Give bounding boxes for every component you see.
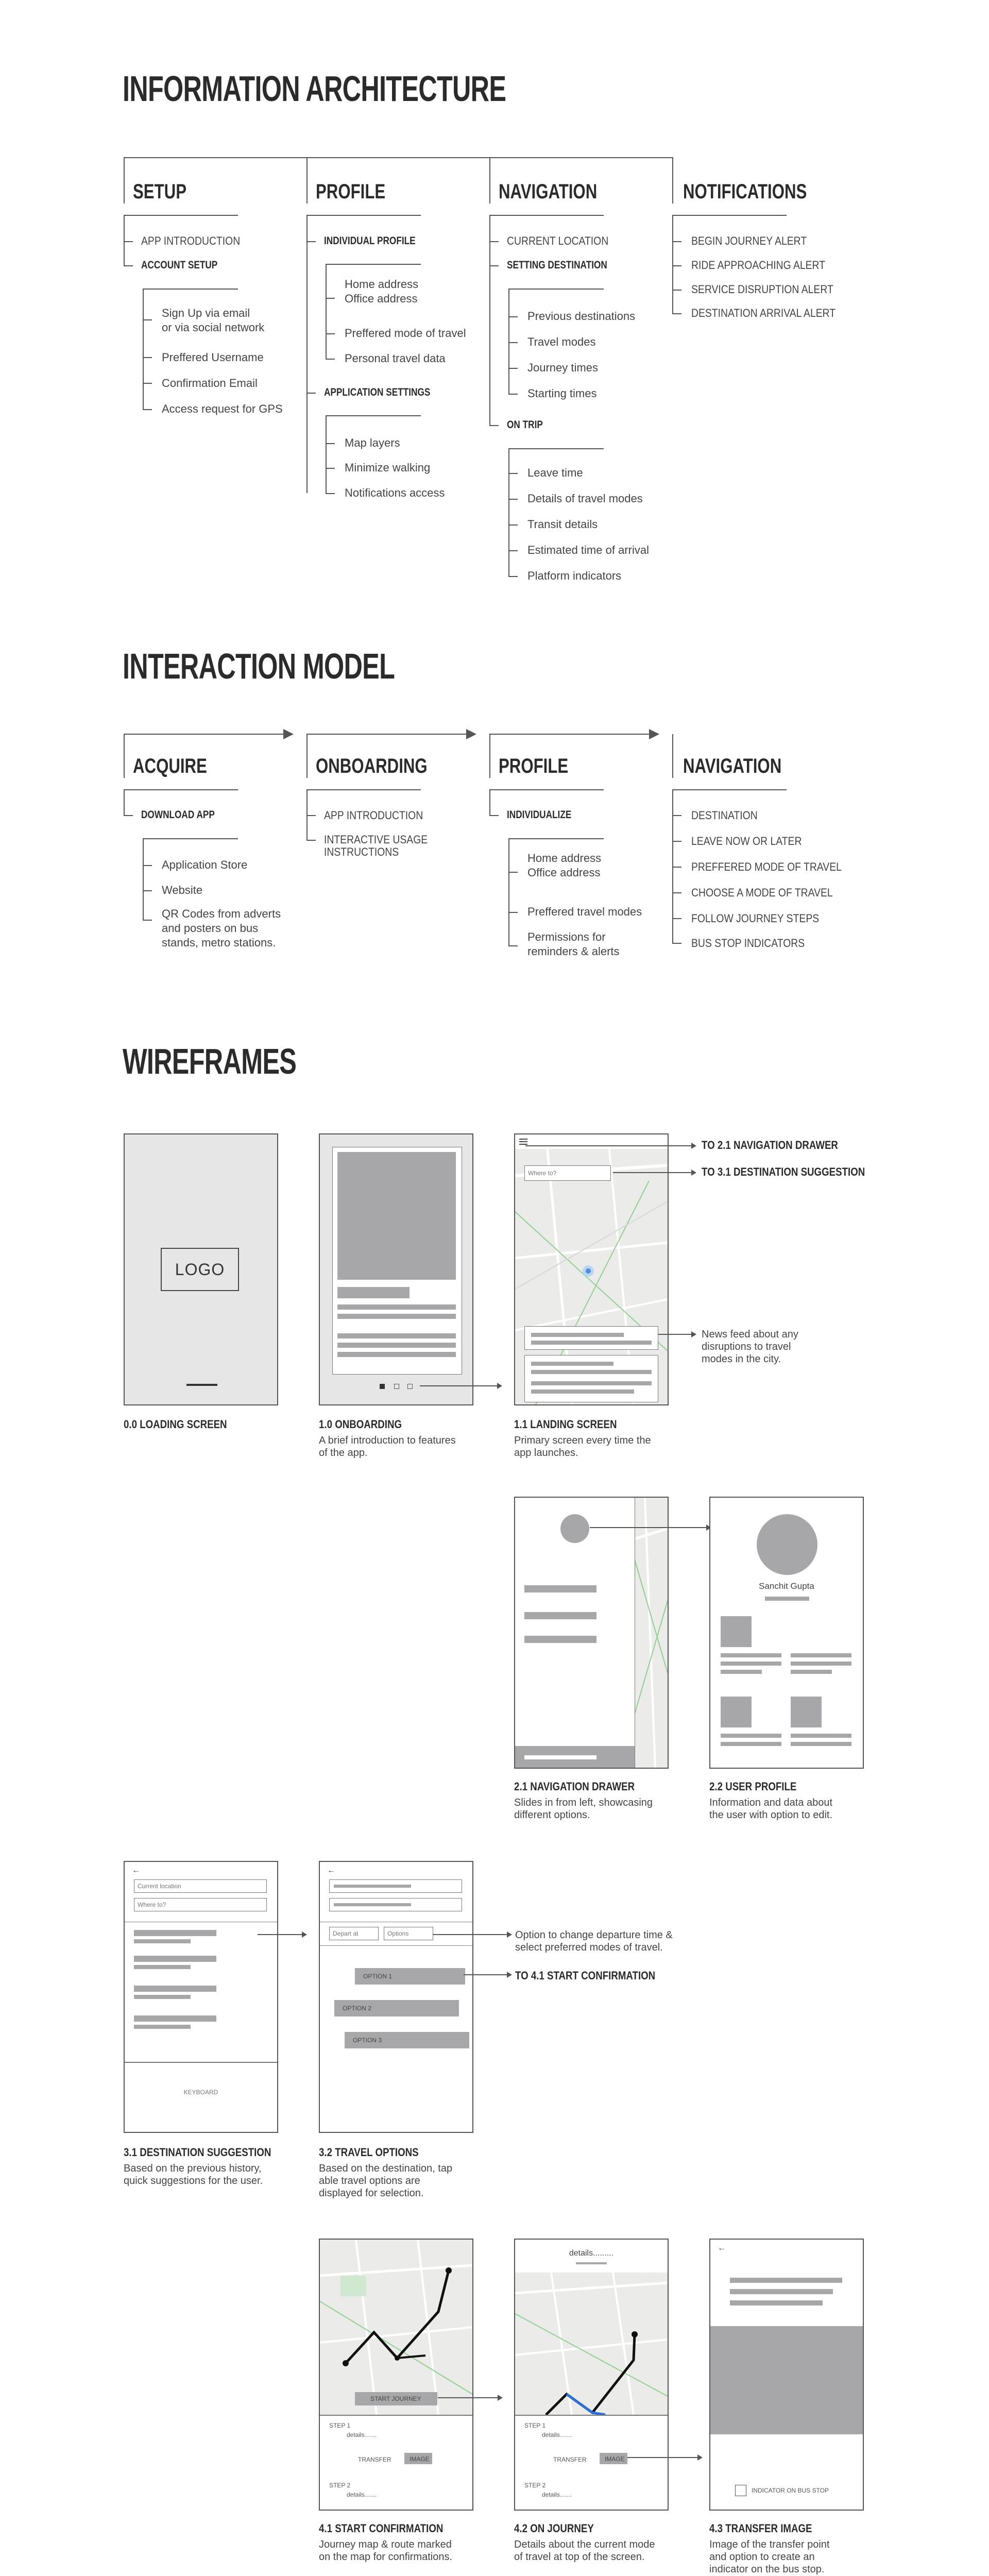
wf-options-option-1-text: OPTION 1 [363,1973,393,1980]
ia-profile-ind-branch [326,264,327,360]
wf-drawer-desc: Slides in from left, showcasing different options. [514,1797,653,1821]
ia-setup-tick-5 [143,383,152,384]
wf-landing-note-dest: TO 3.1 DESTINATION SUGGESTION [702,1165,865,1178]
wf-dest-suggestion[interactable] [134,1956,216,1962]
ia-notif-title: NOTIFICATIONS [683,180,807,203]
wf-journey-arrow [627,2452,705,2463]
ia-nav-tick-9 [508,499,518,500]
ia-nav-item: Leave time [527,466,583,479]
wf-options-to-line [334,1903,411,1906]
wf-options-note: Option to change departure time & select preferred modes of travel. [515,1929,673,1953]
wf-journey-details-top: details......... [569,2249,614,2258]
ia-notif-branch-line [672,215,673,314]
wf-loading-phone [124,1133,278,1405]
wf-dest-where-text: Where to? [138,1901,166,1908]
wf-dest-current-input[interactable] [134,1879,267,1893]
wf-onb-line [337,1333,456,1338]
ia-profile-set-branch [326,415,327,494]
ia-notif-item: RIDE APPROACHING ALERT [691,259,825,272]
im-nav-item: LEAVE NOW OR LATER [691,835,802,848]
wf-profile-line [721,1670,762,1674]
wf-profile-tile[interactable] [791,1697,822,1727]
wf-transfer-image [710,2326,863,2434]
wf-start-details-2: details....... [347,2491,377,2498]
wf-profile-phone [709,1497,864,1769]
im-prof-item: Permissions for reminders & alerts [527,930,620,958]
wf-dest-suggestion-sub [134,1995,191,1999]
wf-landing-news-line [531,1381,652,1385]
im-prof-item: Preffered travel modes [527,905,642,918]
im-prof-tick-4 [508,945,518,946]
wf-transfer-indicator: INDICATOR ON BUS STOP [752,2487,829,2494]
ia-profile-left-line [306,157,308,204]
wf-landing-caption: 1.1 LANDING SCREEN [514,1418,617,1431]
wf-landing-desc: Primary screen every time the app launches. [514,1435,651,1459]
wf-start-transfer: TRANSFER [358,2456,391,2463]
ia-profile-under-line [306,215,421,216]
ia-nav-under-line [489,215,604,216]
ia-notif-under-line [672,215,787,216]
im-nav-tick-6 [672,943,681,944]
wf-drawer-footer-line [524,1755,596,1759]
wf-profile-line [791,1670,832,1674]
ia-nav-item: Starting times [527,387,597,400]
wf-transfer-desc: Image of the transfer point and option to create an indicator on the bus stop. [709,2539,830,2575]
im-onb-tick-2 [306,840,316,841]
wf-journey-top-line [576,2262,607,2264]
ia-nav-tick-1 [489,241,499,242]
wf-transfer-caption: 4.3 TRANSFER IMAGE [709,2522,812,2535]
im-acquire-branch [124,789,125,816]
ia-nav-tick-12 [508,576,518,577]
ia-setup-tick-2 [124,265,133,266]
ia-nav-on-trip: ON TRIP [507,419,543,431]
wf-options-options[interactable] [384,1927,433,1940]
ia-notif-tick-3 [672,290,681,291]
wf-options-back-icon[interactable]: ← [327,1866,335,1875]
wf-profile-line [721,1742,781,1746]
im-nav-item: BUS STOP INDICATORS [691,937,805,950]
ia-nav-tick-5 [508,342,518,343]
wf-profile-line [791,1742,851,1746]
wf-start-map-roads [320,2240,472,2415]
im-acquire-under-line [124,789,238,790]
ia-nav-tick-7 [508,394,518,395]
wf-dest-suggestion[interactable] [134,1930,216,1936]
wf-start-step-2: STEP 2 [329,2482,351,2489]
wf-start-image-text: IMAGE [410,2455,430,2463]
wf-journey-transfer: TRANSFER [553,2456,587,2463]
wf-start-journey-text: START JOURNEY [370,2395,421,2402]
wf-dest-suggestion-sub [134,1965,191,1969]
ia-notif-tick-1 [672,241,681,242]
wf-start-journey-btn[interactable] [355,2392,437,2405]
wf-onb-dot[interactable] [394,1384,399,1389]
ia-profile-set-line [326,415,421,416]
wf-start-details-1: details....... [347,2431,377,2438]
im-nav-under-line [672,789,787,790]
wf-journey-step-1: STEP 1 [524,2422,546,2429]
im-onb-item: APP INTRODUCTION [324,809,423,822]
ia-nav-item: Estimated time of arrival [527,544,649,556]
ia-nav-tick-6 [508,368,518,369]
wf-options-arrows [433,1929,515,1981]
im-acquire-tick-2 [143,865,152,866]
im-acquire-title: ACQUIRE [133,755,207,777]
ia-profile-top-line [306,157,489,158]
im-acquire-dl-branch [143,838,144,921]
wf-dest-suggestion-sub [134,2025,191,2029]
wf-journey-divider [515,2415,668,2416]
wf-transfer-line [730,2278,842,2283]
wf-journey-map [515,2273,668,2415]
wf-landing-where-to-text: Where to? [528,1170,557,1177]
wf-start-map [320,2240,472,2415]
wf-journey-caption: 4.2 ON JOURNEY [514,2522,594,2535]
wf-options-depart-text: Depart at [333,1930,359,1937]
im-onb-tick-1 [306,815,316,816]
ia-profile-item: Personal travel data [345,352,446,365]
wf-dest-desc: Based on the previous history, quick suggestions for the user. [124,2163,263,2187]
wf-drawer-phone [514,1497,669,1769]
wf-loading-caption: 0.0 LOADING SCREEN [124,1418,227,1431]
wf-profile-line [765,1597,809,1601]
wf-drawer-map-roads [635,1498,668,1768]
wf-options-desc: Based on the destination, tap able travel options are displayed for selection. [319,2163,453,2199]
im-prof-tick-3 [508,912,518,913]
wf-profile-tile[interactable] [721,1616,752,1647]
im-nav-left-line [672,734,673,778]
wf-transfer-back-icon[interactable]: ← [718,2244,726,2252]
ia-profile-branch-line [306,215,308,493]
im-acquire-tick-1 [124,815,133,816]
ia-setup-app-intro: APP INTRODUCTION [141,234,241,247]
ia-profile-tick-5 [326,359,335,360]
wf-journey-details-1: details....... [542,2431,572,2438]
im-acquire-dl-line [143,838,238,839]
wf-drawer-map [635,1498,668,1768]
wf-dest-kb-divider [125,2062,277,2063]
wf-options-caption: 3.2 TRAVEL OPTIONS [319,2146,419,2159]
wf-options-to[interactable] [329,1898,462,1911]
ia-nav-left-line [489,157,490,204]
wf-options-options-text: Options [387,1930,409,1937]
ia-nav-tick-4 [508,316,518,317]
wf-drawer-arrow [590,1522,713,1533]
im-nav-item: FOLLOW JOURNEY STEPS [691,912,820,925]
wf-landing-news-line [531,1389,634,1394]
ia-nav-item: Transit details [527,518,598,531]
wf-onb-dot-active[interactable] [380,1384,385,1389]
wf-loading-logo: LOGO [161,1248,239,1291]
wf-dest-suggestion-sub [134,1939,191,1943]
ia-notif-left-line [672,157,673,204]
wf-onb-line [337,1287,410,1298]
wf-dest-where-input[interactable] [134,1898,267,1911]
ia-profile-item: Home address Office address [345,278,419,305]
wf-options-option-3-text: OPTION 3 [353,2037,382,2044]
im-nav-item: CHOOSE A MODE OF TRAVEL [691,886,833,899]
wf-journey-details-2: details....... [542,2491,572,2498]
wf-profile-caption: 2.2 USER PROFILE [709,1780,797,1793]
wf-drawer-caption: 2.1 NAVIGATION DRAWER [514,1780,635,1793]
ia-notif-item: DESTINATION ARRIVAL ALERT [691,307,836,319]
ia-nav-dest-line [508,289,604,290]
wf-start-divider [320,2415,472,2416]
ia-setup-account: ACCOUNT SETUP [141,259,218,271]
ia-notif-item: BEGIN JOURNEY ALERT [691,234,807,247]
wf-loading-bar [186,1384,217,1386]
ia-nav-current: CURRENT LOCATION [507,234,609,247]
wf-dest-arrow [258,1929,309,1940]
wf-dest-keyboard[interactable]: KEYBOARD [183,2089,218,2096]
wf-drawer-item[interactable] [524,1636,596,1643]
ia-nav-trip-branch [508,448,509,577]
ia-nav-item: Previous destinations [527,310,636,323]
ia-profile-tick-8 [326,493,335,494]
ia-nav-item: Details of travel modes [527,492,643,505]
ia-nav-trip-line [508,448,604,449]
im-acquire-download: DOWNLOAD APP [141,809,215,821]
wf-journey-image-text: IMAGE [605,2455,625,2463]
ia-profile-item: Preffered mode of travel [345,327,466,340]
wf-dest-current-text: Current location [138,1883,181,1890]
im-acquire-item: QR Codes from adverts and posters on bus stands, metro stations. [162,907,281,949]
im-prof-branch [489,789,490,816]
im-prof-tick-1 [489,815,499,816]
wf-landing-news-card-2[interactable] [524,1355,658,1402]
wf-profile-line [791,1653,851,1657]
wf-transfer-checkbox[interactable] [735,2485,746,2496]
wf-options-option-2[interactable] [334,2000,459,2016]
wf-dest-suggestion[interactable] [134,2015,216,2022]
im-acquire-left-line [124,734,125,778]
im-nav-tick-2 [672,841,681,842]
wf-start-desc: Journey map & route marked on the map for confirmations. [319,2539,453,2563]
ia-profile-tick-7 [326,468,335,469]
ia-profile-ind-line [326,264,421,265]
ia-profile-tick-2 [306,393,316,394]
wf-dest-suggestion[interactable] [134,1986,216,1992]
wf-onb-line [337,1314,456,1319]
wf-profile-line [791,1734,851,1738]
im-acquire-item: Application Store [162,858,248,871]
im-onb-left-line [306,734,308,778]
ia-nav-branch-line [489,215,490,426]
wf-drawer-avatar[interactable] [560,1514,589,1543]
ia-notif-item: SERVICE DISRUPTION ALERT [691,283,833,296]
ia-setup-tick-4 [143,357,152,358]
wf-start-step-1: STEP 1 [329,2422,351,2429]
wf-dest-caption: 3.1 DESTINATION SUGGESTION [124,2146,271,2159]
im-nav-tick-5 [672,918,681,919]
im-prof-under-line [489,789,604,790]
wf-start-caption: 4.1 START CONFIRMATION [319,2522,444,2535]
wf-dest-back-icon[interactable]: ← [132,1866,140,1875]
im-onb-title: ONBOARDING [316,755,428,777]
ia-profile-title: PROFILE [316,180,386,203]
wf-profile-line [791,1662,851,1666]
wf-landing-news-line [531,1370,652,1374]
im-prof-item: Home address Office address [527,852,602,879]
im-acquire-item: Website [162,884,203,896]
im-prof-ind-line [508,838,604,839]
ia-setup-tick-6 [143,409,152,410]
ia-nav-top-line [489,157,672,158]
ia-profile-item: Minimize walking [345,461,431,474]
wf-landing-arrows [525,1139,701,1345]
ia-nav-dest-branch [508,289,509,395]
ia-profile-item: Map layers [345,436,400,449]
ia-profile-tick-4 [326,333,335,334]
im-onb-item: INTERACTIVE USAGE INSTRUCTIONS [324,833,428,858]
im-nav-item: DESTINATION [691,809,758,822]
ia-title: INFORMATION ARCHITECTURE [123,69,506,109]
ia-profile-settings: APPLICATION SETTINGS [324,386,431,398]
wf-onboarding-desc: A brief introduction to features of the app. [319,1435,456,1459]
ia-setup-under-line [124,215,238,216]
im-flow-arrows [123,727,674,743]
ia-profile-item: Notifications access [345,486,445,499]
im-nav-item: PREFFERED MODE OF TRAVEL [691,860,842,873]
wf-transfer-line [730,2300,823,2306]
ia-nav-tick-3 [489,425,499,426]
im-nav-tick-4 [672,892,681,893]
ia-setup-top-line [124,157,306,158]
ia-profile-tick-3 [326,298,335,299]
wf-options-from-line [334,1885,411,1888]
ia-profile-individual: INDIVIDUAL PROFILE [324,235,416,247]
ia-setup-item: Access request for GPS [162,402,283,415]
wf-options-note-confirm: TO 4.1 START CONFIRMATION [515,1969,656,1982]
wf-journey-phone [514,2239,669,2511]
wf-profile-name: Sanchit Gupta [759,1581,814,1591]
ia-setup-acct-line [143,289,238,290]
ia-profile-tick-6 [326,443,335,444]
wf-profile-line [721,1734,781,1738]
ia-nav-item: Journey times [527,361,598,374]
ia-setup-item: Confirmation Email [162,377,258,389]
ia-setup-acct-branch [143,289,144,410]
im-prof-individualize: INDIVIDUALIZE [507,809,572,821]
wf-landing-note-nav: TO 2.1 NAVIGATION DRAWER [702,1139,838,1151]
im-acquire-tick-4 [143,920,152,921]
im-nav-title: NAVIGATION [683,755,782,777]
wf-start-image-btn[interactable] [404,2453,432,2464]
im-prof-title: PROFILE [499,755,569,777]
ia-nav-tick-8 [508,473,518,474]
wf-onb-line [337,1352,456,1357]
wf-profile-line [721,1662,781,1666]
im-prof-ind-branch [508,838,509,946]
wf-options-option-3[interactable] [345,2032,469,2048]
ia-nav-setting-dest: SETTING DESTINATION [507,259,607,271]
wf-journey-step-2: STEP 2 [524,2482,546,2489]
im-acquire-tick-3 [143,890,152,891]
wf-drawer-item[interactable] [524,1585,596,1592]
wf-drawer-item[interactable] [524,1612,596,1619]
wf-onb-dot[interactable] [407,1384,413,1389]
wf-transfer-line [730,2289,833,2294]
wf-onb-image [337,1152,456,1280]
wf-options-from[interactable] [329,1879,462,1893]
ia-profile-tick-1 [306,241,316,242]
im-nav-tick-3 [672,867,681,868]
wf-onb-line [337,1304,456,1310]
ia-nav-tick-10 [508,524,518,526]
ia-notif-tick-4 [672,313,681,314]
ia-nav-tick-11 [508,550,518,551]
ia-setup-title: SETUP [133,180,187,203]
wf-options-depart-at[interactable] [329,1927,379,1940]
wf-landing-note-news: News feed about any disruptions to travel modes in the city. [702,1329,798,1365]
wf-profile-line [721,1653,781,1657]
ia-notif-tick-2 [672,265,681,266]
wf-journey-image-btn[interactable] [600,2453,627,2464]
im-onb-under-line [306,789,421,790]
wf-onb-arrow [420,1381,502,1391]
wf-options-phone [319,1861,473,2133]
wf-onb-line [337,1343,456,1348]
ia-setup-item: Sign Up via email or via social network [162,307,265,334]
ia-setup-tick-3 [143,319,152,320]
ia-nav-title: NAVIGATION [499,180,598,203]
wf-dest-phone [124,1861,278,2133]
ia-nav-item: Travel modes [527,335,596,348]
ia-setup-branch-line [124,215,125,266]
ia-nav-item: Platform indicators [527,569,622,582]
wf-journey-desc: Details about the current mode of travel at top of the screen. [514,2539,655,2563]
wf-journey-map-roads [515,2273,668,2415]
wf-onboarding-phone [319,1133,473,1405]
wf-start-arrow [438,2393,505,2403]
ia-nav-tick-2 [489,265,499,266]
wf-profile-tile[interactable] [721,1697,752,1727]
wf-profile-avatar[interactable] [757,1514,817,1575]
ia-setup-item: Preffered Username [162,351,264,364]
wf-start-phone [319,2239,473,2511]
ia-setup-left-line [124,157,125,204]
wf-title: WIREFRAMES [123,1041,297,1081]
im-title: INTERACTION MODEL [123,646,395,686]
im-prof-left-line [489,734,490,778]
wf-options-option-2-text: OPTION 2 [343,2005,372,2012]
wf-profile-desc: Information and data about the user with option to edit. [709,1797,833,1821]
wf-landing-news-line [531,1362,613,1366]
wf-onboarding-caption: 1.0 ONBOARDING [319,1418,402,1431]
im-nav-tick-1 [672,815,681,816]
wf-transfer-phone [709,2239,864,2511]
im-prof-tick-2 [508,872,518,873]
ia-setup-tick-1 [124,241,133,242]
